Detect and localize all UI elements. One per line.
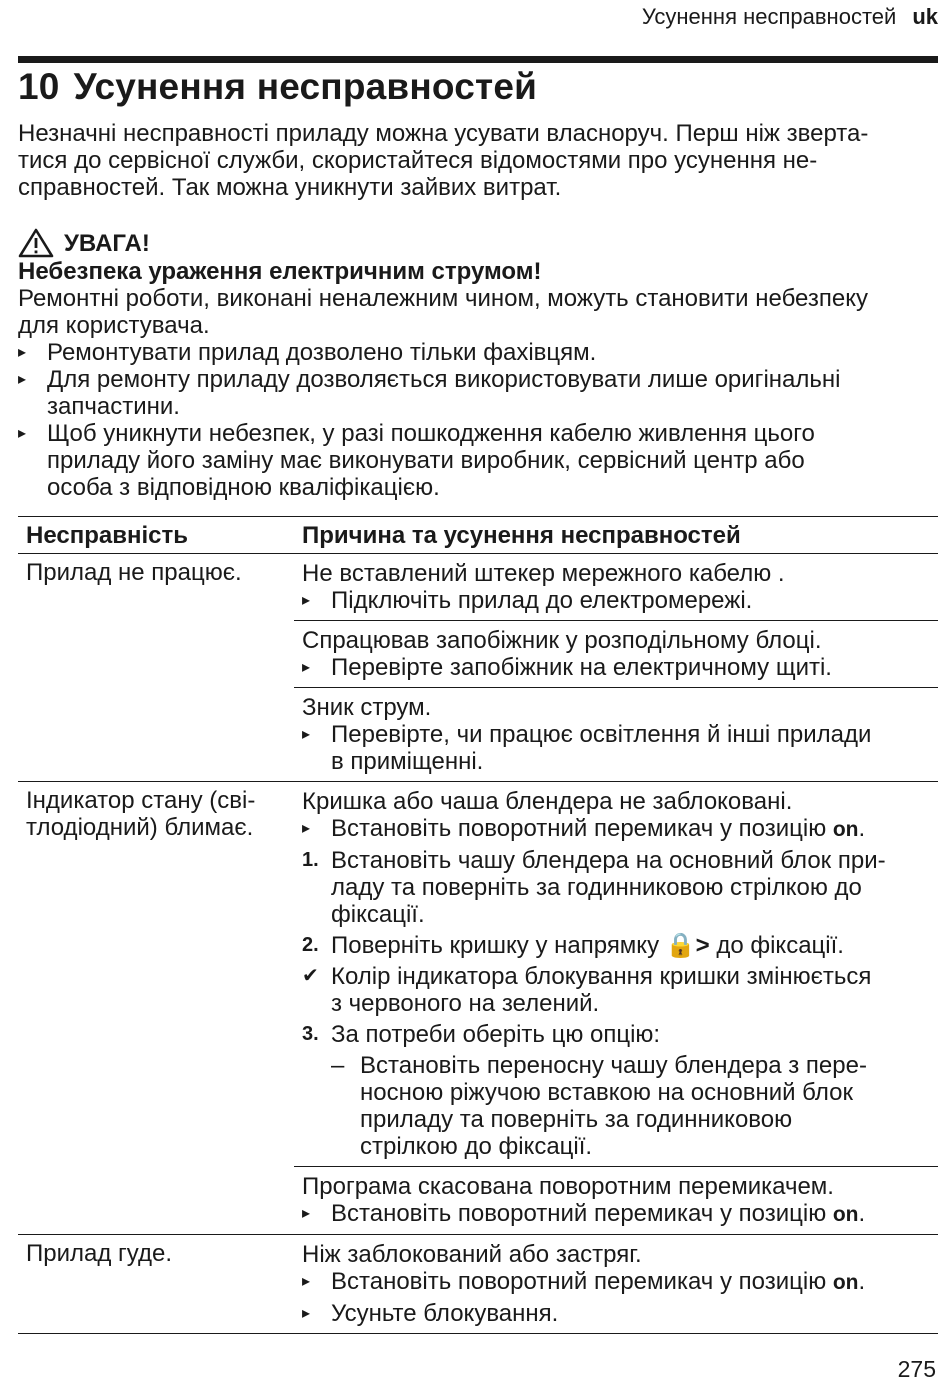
bullet-text: особа з відповідною кваліфікацією. [47,474,440,501]
table-row [18,782,938,1167]
warning-header [18,226,938,260]
lock-direction-icon: 🔒> [665,932,710,959]
warning-bullet [18,339,938,366]
bullet-icon: ▸ [18,425,27,442]
cause-cell [294,688,938,782]
result-text: Колір індикатора блокування кришки змінюється [331,963,872,990]
step-text: За потреби оберіть цю опцію: [331,1021,661,1048]
bullet-icon: ▸ [302,1205,311,1222]
bullet-text: Для ремонту приладу дозволяється використовувати лише оригінальні [47,366,841,393]
bullet-text: Ремонтувати прилад дозволено тільки фахівцям. [47,339,597,366]
bullet-icon: ▸ [302,726,311,743]
result-text: з червоного на зелений. [331,990,600,1017]
bullet-text: Щоб уникнути небезпек, у разі пошкодження кабелю живлення цього [47,420,815,447]
step-text: ладу та поверніть за годинниковою стрілкою до [331,874,862,901]
cause-text: Зник струм. [302,694,432,721]
intro-paragraph [18,120,938,201]
running-title: Усунення несправностей [641,4,897,29]
header-rule [18,56,938,63]
fault-text: Індикатор стану (сві- [26,787,256,814]
step-number: 3. [302,1023,319,1045]
option-text: стрілкою до фіксації. [360,1133,593,1160]
warning-text-line: для користувача. [18,312,210,339]
cause-cell [294,782,938,1167]
warning-bullet [18,420,938,501]
column-header-fault: Несправність [18,517,294,554]
step-text: Встановіть чашу блендера на основний блок при- [331,847,886,874]
cause-text: Кришка або чаша блендера не заблоковані. [302,788,793,815]
cause-cell [294,1167,938,1235]
cause-cell [294,1235,938,1334]
bullet-icon: ▸ [302,1305,311,1322]
action-text: Встановіть поворотний перемикач у позицію on. [331,1200,866,1227]
action-text: Підключіть прилад до електромережі. [331,587,753,614]
cause-cell [294,554,938,621]
page-number: 275 [897,1356,936,1382]
bullet-text: приладу його заміну має виконувати виробник, сервісний центр або [47,447,805,474]
fault-cell: Прилад гуде. [18,1235,294,1334]
warning-block [18,226,938,501]
action-text: Усуньте блокування. [331,1300,559,1327]
column-header-cause: Причина та усунення несправностей [294,517,938,554]
bullet-icon: ▸ [302,592,311,609]
action-text: Перевірте запобіжник на електричному щиті. [331,654,832,681]
action-text: Встановіть поворотний перемикач у позицію on. [331,815,866,842]
warning-triangle-icon [18,228,54,258]
warning-signal-word: УВАГА! [64,229,150,257]
action-text: Встановіть поворотний перемикач у позицію on. [331,1268,866,1295]
table-row [18,554,938,621]
action-text: Перевірте, чи працює освітлення й інші прилади [331,721,872,748]
on-position-label: on [832,1271,859,1294]
chapter-number: 10 [18,66,60,107]
option-text: Встановіть переносну чашу блендера з пере- [360,1052,867,1079]
cause-text: Ніж заблокований або застряг. [302,1241,642,1268]
fault-cell [18,782,294,1235]
cause-text: Спрацював запобіжник у розподільному блоці. [302,627,822,654]
warning-text-line: Ремонтні роботи, виконані неналежним чином, можуть становити небезпеку [18,285,868,312]
bullet-icon: ▸ [18,344,27,361]
warning-bullet [18,366,938,420]
fault-cell: Прилад не працює. [18,554,294,782]
cause-text: Програма скасована поворотним перемикачем. [302,1173,834,1200]
bullet-icon: ▸ [302,820,311,837]
chapter-title: Усунення несправностей [73,66,538,107]
on-position-label: on [832,1203,859,1226]
bullet-icon: ▸ [302,659,311,676]
step-text: Поверніть кришку у напрямку 🔒> до фіксації. [331,932,844,959]
intro-line: справностей. Так можна уникнути зайвих витрат. [18,174,562,201]
running-header [642,4,938,30]
troubleshooting-table [18,516,938,1334]
cause-cell [294,621,938,688]
option-text: приладу та поверніть за годинниковою [360,1106,793,1133]
table-row [18,1235,938,1334]
bullet-icon: ▸ [302,1273,311,1290]
cause-text: Не вставлений штекер мережного кабелю . [302,560,785,587]
option-text: носною ріжучою вставкою на основний блок [360,1079,853,1106]
fault-text: тлодіодний) блимає. [26,814,254,841]
step-text: фіксації. [331,901,425,928]
table-header-row [18,517,938,554]
intro-line: Незначні несправності приладу можна усувати власноруч. Перш ніж зверта- [18,120,869,147]
check-icon: ✔ [302,965,319,987]
step-number: 1. [302,849,319,871]
intro-line: тися до сервісної служби, скористайтеся відомостями про усунення не- [18,147,818,174]
dash-marker: – [331,1052,345,1079]
bullet-text: запчастини. [47,393,180,420]
chapter-heading [18,66,537,108]
step-number: 2. [302,934,319,956]
bullet-icon: ▸ [18,371,27,388]
warning-title: Небезпека ураження електричним струмом! [18,258,542,285]
action-text: в приміщенні. [331,748,484,775]
language-code: uk [912,4,938,29]
on-position-label: on [832,818,859,841]
